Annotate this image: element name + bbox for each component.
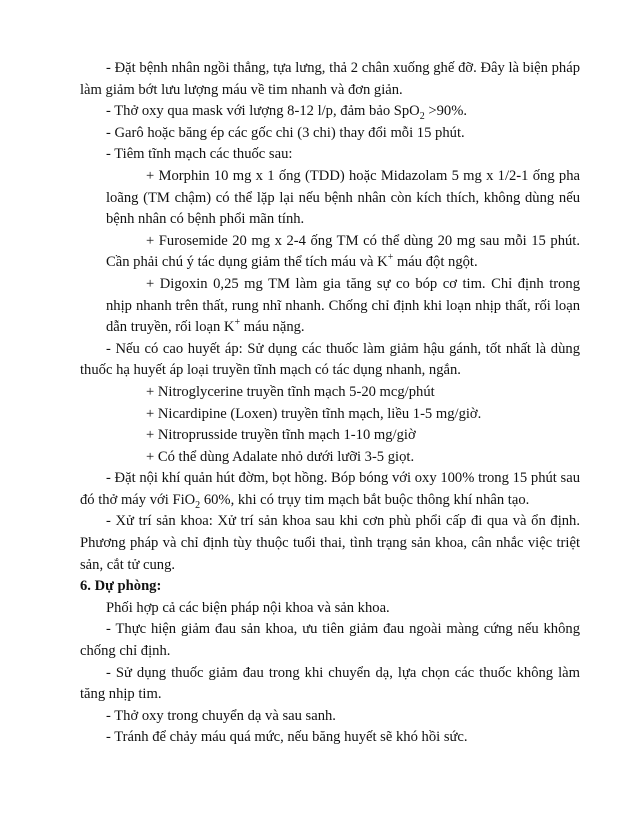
paragraph-tourniquet: - Garô hoặc băng ép các gốc chi (3 chi) thay đổi mỗi 15 phút. bbox=[106, 124, 465, 141]
list-item-nitroprusside: + Nitroprusside truyền tĩnh mạch 1-10 mg/giờ bbox=[146, 427, 416, 444]
list-item-adalate: + Có thể dùng Adalate nhỏ dưới lưỡi 3-5 giọt. bbox=[146, 448, 415, 465]
paragraph-digoxin bbox=[80, 274, 580, 339]
paragraph-oxygen bbox=[80, 101, 580, 123]
text: máu nặng. bbox=[240, 319, 305, 336]
paragraph-furosemide bbox=[80, 231, 580, 274]
paragraph-iv-drugs: - Tiêm tĩnh mạch các thuốc sau: bbox=[106, 146, 293, 163]
text: + Digoxin 0,25 mg TM làm gia tăng sự co bóp cơ tim. Chỉ định trong nhịp nhanh trên thất, rung nhĩ nhanh. Chống chỉ định khi loạn nhịp thất, rối loạn dẫn truyền, rối loạn K bbox=[106, 275, 580, 336]
list-item-nicardipine: + Nicardipine (Loxen) truyền tĩnh mạch, liều 1-5 mg/giờ. bbox=[146, 405, 482, 422]
superscript: + bbox=[234, 317, 241, 329]
paragraph-hypertension: - Nếu có cao huyết áp: Sử dụng các thuốc làm giảm hậu gánh, tốt nhất là dùng thuốc hạ huyết áp loại truyền tĩnh mạch có tác dụng nhanh, ngắn. bbox=[80, 340, 580, 379]
text: 60%, khi có trụy tim mạch bắt buộc thông khí nhân tạo. bbox=[200, 491, 530, 508]
paragraph-analgesia: - Thực hiện giảm đau sản khoa, ưu tiên giảm đau ngoài màng cứng nếu không chống chỉ định. bbox=[80, 621, 580, 660]
paragraph-obstetric: - Xử trí sản khoa: Xử trí sản khoa sau khi cơn phù phổi cấp đi qua và ổn định. Phương pháp và chỉ định tùy thuộc tuổi thai, tình trạng sản khoa, cân nhắc việc triệt sản, cắt tử cung. bbox=[80, 513, 580, 573]
paragraph-combined: Phối hợp cả các biện pháp nội khoa và sản khoa. bbox=[106, 599, 390, 616]
subscript: 2 bbox=[195, 499, 201, 511]
paragraph-bleeding: - Tránh để chảy máu quá mức, nếu băng huyết sẽ khó hồi sức. bbox=[106, 729, 468, 746]
superscript: + bbox=[387, 252, 394, 264]
paragraph-positioning: - Đặt bệnh nhân ngồi thẳng, tựa lưng, thả 2 chân xuống ghế đỡ. Đây là biện pháp làm giảm bớt lưu lượng máu về tim nhanh và đơn giản. bbox=[80, 60, 580, 98]
list-item-nitroglycerine: + Nitroglycerine truyền tĩnh mạch 5-20 mcg/phút bbox=[146, 383, 435, 400]
subscript: 2 bbox=[419, 111, 425, 123]
text: máu đột ngột. bbox=[393, 254, 478, 271]
section-heading: 6. Dự phòng: bbox=[80, 578, 162, 595]
paragraph-morphin: + Morphin 10 mg x 1 ống (TDD) hoặc Midazolam 5 mg x 1/2-1 ống pha loãng (TM chậm) có thể lặp lại nếu bệnh nhân còn kích thích, không dùng nếu bệnh nhân có bệnh phổi mãn tính. bbox=[106, 167, 580, 228]
text: - Thở oxy qua mask với lượng 8-12 l/p, đảm bảo SpO bbox=[106, 103, 420, 120]
paragraph-oxygen-labor: - Thở oxy trong chuyển dạ và sau sanh. bbox=[106, 707, 336, 724]
text: >90%. bbox=[424, 103, 468, 120]
text: + Furosemide 20 mg x 2-4 ống TM có thể dùng 20 mg sau mỗi 15 phút. Cần phải chú ý tác dụng giảm thể tích máu và K bbox=[106, 232, 580, 271]
text: - Đặt nội khí quản hút đờm, bọt hồng. Bóp bóng với oxy 100% trong 15 phút sau đó thở máy với FiO bbox=[80, 470, 580, 508]
paragraph-pain-drugs: - Sử dụng thuốc giảm đau trong khi chuyển dạ, lựa chọn các thuốc không làm tăng nhịp tim. bbox=[80, 664, 580, 703]
paragraph-intubation bbox=[80, 468, 580, 511]
